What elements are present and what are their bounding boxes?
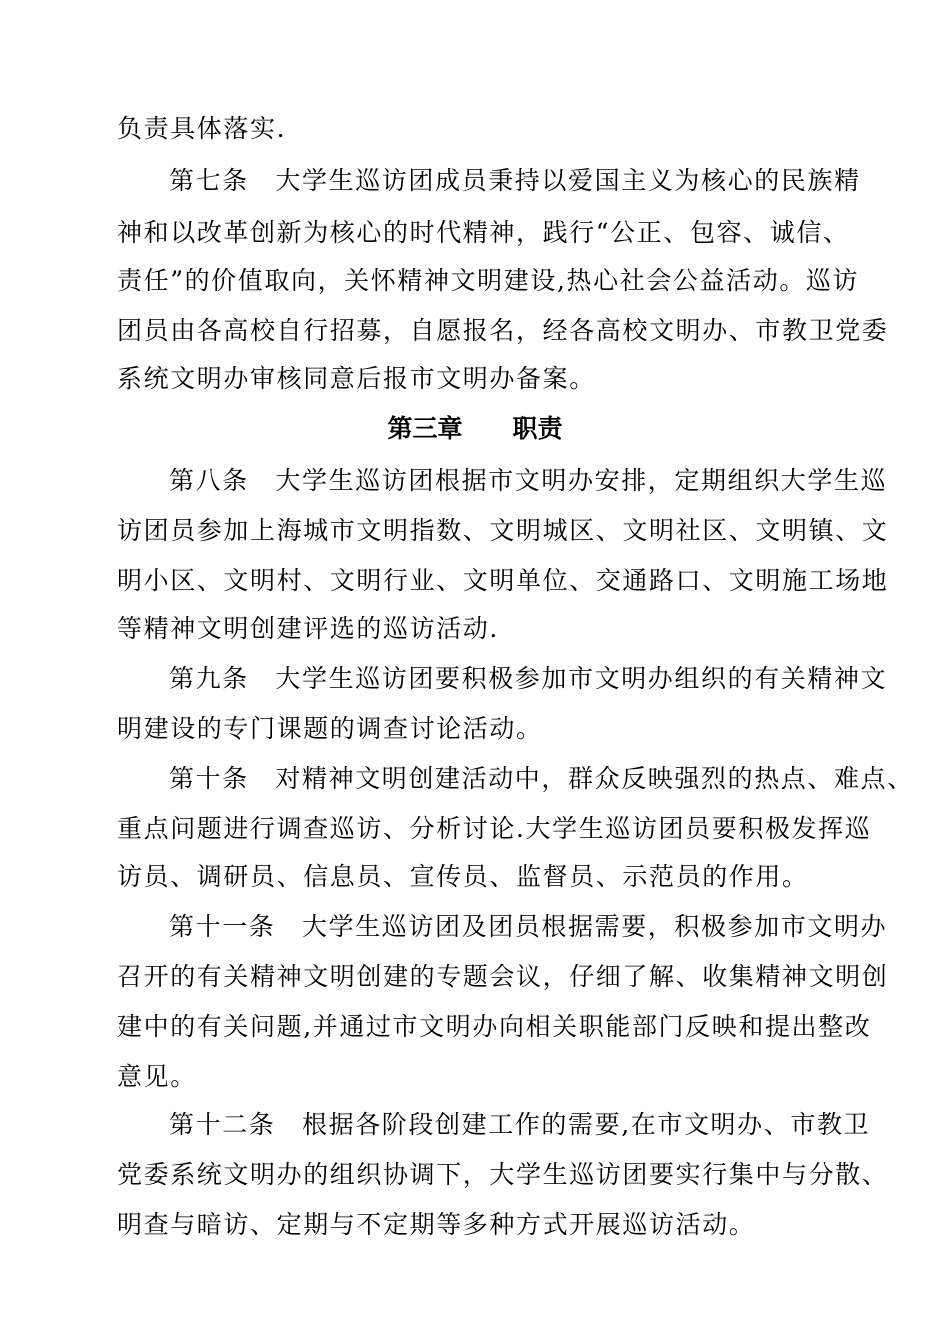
paragraph-line: 明小区、文明村、文明行业、文明单位、交通路口、文明施工场地	[117, 566, 889, 595]
paragraph-line: 访员、调研员、信息员、宣传员、监督员、示范员的作用。	[117, 862, 809, 891]
article-9-line: 第九条 大学生巡访团要积极参加市文明办组织的有关精神文	[169, 664, 888, 693]
paragraph-line: 党委系统文明办的组织协调下，大学生巡访团要实行集中与分散、	[117, 1160, 889, 1189]
chapter-heading: 第三章 职责	[387, 414, 563, 443]
paragraph-line: 负责具体落实.	[117, 114, 287, 143]
paragraph-line: 等精神文明创建评选的巡访活动.	[117, 614, 499, 643]
paragraph-line: 召开的有关精神文明创建的专题会议，仔细了解、收集精神文明创	[117, 962, 889, 991]
paragraph-line: 重点问题进行调查巡访、分析讨论.大学生巡访团员要积极发挥巡	[117, 814, 872, 843]
paragraph-line: 系统文明办审核同意后报市文明办备案。	[117, 364, 596, 393]
paragraph-line: 建中的有关问题,并通过市文明办向相关职能部门反映和提出整改	[117, 1012, 872, 1041]
paragraph-line: 访团员参加上海城市文明指数、文明城区、文明社区、文明镇、文	[117, 516, 889, 545]
article-11-line: 第十一条 大学生巡访团及团员根据需要，积极参加市文明办	[169, 912, 888, 941]
article-10-line: 第十条 对精神文明创建活动中，群众反映强烈的热点、难点、	[169, 764, 914, 793]
article-7-line: 第七条 大学生巡访团成员秉持以爱国主义为核心的民族精	[169, 166, 861, 195]
article-8-line: 第八条 大学生巡访团根据市文明办安排，定期组织大学生巡	[169, 466, 888, 495]
paragraph-line: 团员由各高校自行招募，自愿报名，经各高校文明办、市教卫党委	[117, 316, 889, 345]
paragraph-line: 明查与暗访、定期与不定期等多种方式开展巡访活动。	[117, 1210, 756, 1239]
article-12-line: 第十二条 根据各阶段创建工作的需要,在市文明办、市教卫	[169, 1110, 871, 1139]
paragraph-line: 明建设的专门课题的调查讨论活动。	[117, 714, 543, 743]
paragraph-line: 责任”的价值取向，关怀精神文明建设,热心社会公益活动。巡访	[117, 266, 860, 295]
paragraph-line: 神和以改革创新为核心的时代精神，践行“公正、包容、诚信、	[117, 218, 850, 247]
paragraph-line: 意见。	[117, 1062, 197, 1091]
